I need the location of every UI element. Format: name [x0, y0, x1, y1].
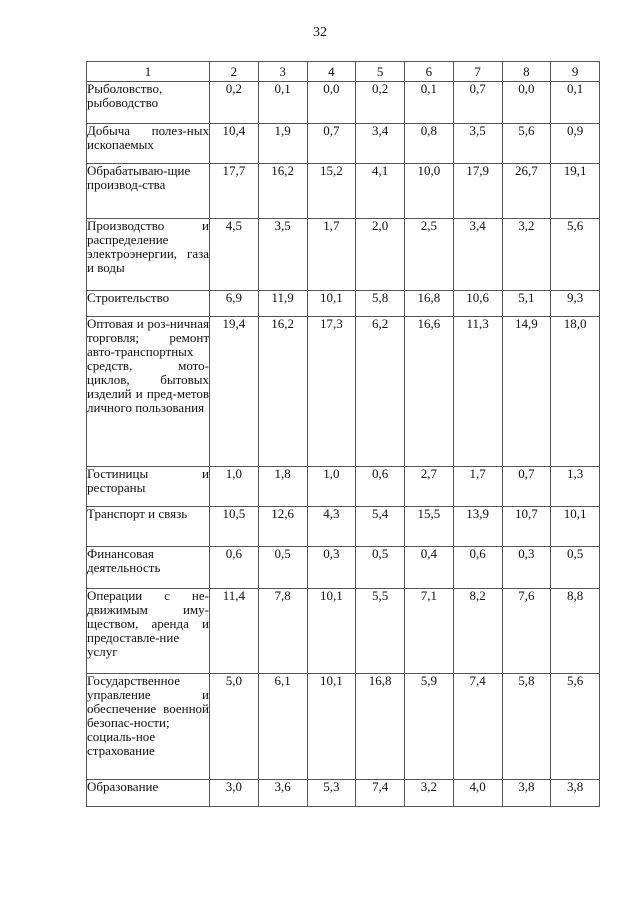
table-cell: 10,1	[307, 291, 356, 317]
table-cell: 0,2	[210, 82, 259, 124]
table-row	[87, 124, 600, 164]
table-cell: 12,6	[258, 507, 307, 547]
row-label: Строительство	[87, 291, 210, 317]
table-row	[87, 589, 600, 674]
table-cell: 10,5	[210, 507, 259, 547]
table-cell: 17,9	[453, 164, 502, 219]
column-header: 1	[87, 62, 210, 82]
table-cell: 15,2	[307, 164, 356, 219]
table-cell: 6,2	[356, 317, 405, 467]
table-cell: 0,4	[405, 547, 454, 589]
table-row	[87, 467, 600, 507]
row-label: Оптовая и роз-ничная торговля; ремонт авто-транспортных средств, мото-циклов, бытовых изделий и пред-метов личного пользования	[87, 317, 210, 467]
table-cell: 16,2	[258, 164, 307, 219]
table-cell: 10,1	[307, 589, 356, 674]
column-header: 8	[502, 62, 551, 82]
table-cell: 1,9	[258, 124, 307, 164]
table-cell: 5,8	[356, 291, 405, 317]
table-cell: 2,0	[356, 219, 405, 291]
table-cell: 8,8	[551, 589, 600, 674]
table-cell: 6,9	[210, 291, 259, 317]
table-cell: 9,3	[551, 291, 600, 317]
table-cell: 7,8	[258, 589, 307, 674]
table-row	[87, 317, 600, 467]
page-number: 32	[313, 25, 327, 40]
table-cell: 10,1	[551, 507, 600, 547]
table-cell: 7,4	[356, 780, 405, 807]
table-cell: 26,7	[502, 164, 551, 219]
column-header: 6	[405, 62, 454, 82]
row-label: Операции с не-движимым иму-ществом, аренда и предоставле-ние услуг	[87, 589, 210, 674]
table-cell: 16,6	[405, 317, 454, 467]
table-cell: 1,7	[307, 219, 356, 291]
table-cell: 16,2	[258, 317, 307, 467]
table-cell: 4,3	[307, 507, 356, 547]
table-cell: 8,2	[453, 589, 502, 674]
table-cell: 0,6	[453, 547, 502, 589]
table-cell: 1,7	[453, 467, 502, 507]
table-cell: 3,8	[502, 780, 551, 807]
table-cell: 10,7	[502, 507, 551, 547]
column-header: 7	[453, 62, 502, 82]
table-cell: 2,7	[405, 467, 454, 507]
table-cell: 0,5	[551, 547, 600, 589]
table-cell: 5,8	[502, 674, 551, 780]
table-cell: 3,4	[453, 219, 502, 291]
table-cell: 7,1	[405, 589, 454, 674]
row-label: Производство и распределение электроэнергии, газа и воды	[87, 219, 210, 291]
table-cell: 3,5	[453, 124, 502, 164]
table-row	[87, 780, 600, 807]
table-cell: 0,5	[258, 547, 307, 589]
column-header: 9	[551, 62, 600, 82]
row-label: Гостиницы и рестораны	[87, 467, 210, 507]
table-cell: 3,0	[210, 780, 259, 807]
header-row	[87, 62, 600, 82]
table-cell: 0,1	[258, 82, 307, 124]
table-cell: 16,8	[405, 291, 454, 317]
table-cell: 11,3	[453, 317, 502, 467]
table-cell: 1,8	[258, 467, 307, 507]
table-cell: 17,7	[210, 164, 259, 219]
table-row	[87, 507, 600, 547]
table-cell: 4,1	[356, 164, 405, 219]
table-cell: 16,8	[356, 674, 405, 780]
table-body	[87, 82, 600, 807]
row-label: Образование	[87, 780, 210, 807]
table-cell: 5,0	[210, 674, 259, 780]
table-cell: 5,5	[356, 589, 405, 674]
row-label: Финансовая деятельность	[87, 547, 210, 589]
table-cell: 10,6	[453, 291, 502, 317]
table-row	[87, 219, 600, 291]
table-cell: 6,1	[258, 674, 307, 780]
table-cell: 5,6	[551, 219, 600, 291]
table-cell: 0,7	[453, 82, 502, 124]
table-cell: 5,9	[405, 674, 454, 780]
table-cell: 17,3	[307, 317, 356, 467]
table-cell: 19,4	[210, 317, 259, 467]
table-cell: 0,3	[307, 547, 356, 589]
table-row	[87, 164, 600, 219]
table-cell: 1,0	[210, 467, 259, 507]
row-label: Рыболовство, рыбоводство	[87, 82, 210, 124]
table-cell: 11,9	[258, 291, 307, 317]
table-cell: 0,6	[356, 467, 405, 507]
row-label: Государственное управление и обеспечение военной безопас-ности; социаль-ное страхование	[87, 674, 210, 780]
table-cell: 0,9	[551, 124, 600, 164]
table-cell: 10,4	[210, 124, 259, 164]
table-cell: 0,7	[502, 467, 551, 507]
table-cell: 0,7	[307, 124, 356, 164]
table-cell: 3,2	[405, 780, 454, 807]
table-cell: 5,6	[502, 124, 551, 164]
table-row	[87, 291, 600, 317]
table-cell: 1,3	[551, 467, 600, 507]
table-cell: 5,1	[502, 291, 551, 317]
table-cell: 7,6	[502, 589, 551, 674]
table-cell: 15,5	[405, 507, 454, 547]
row-label: Добыча полез-ных ископаемых	[87, 124, 210, 164]
table-cell: 0,0	[502, 82, 551, 124]
table-cell: 0,3	[502, 547, 551, 589]
table-row	[87, 674, 600, 780]
table-cell: 3,4	[356, 124, 405, 164]
table-cell: 10,0	[405, 164, 454, 219]
table-cell: 3,8	[551, 780, 600, 807]
table-cell: 1,0	[307, 467, 356, 507]
row-label: Транспорт и связь	[87, 507, 210, 547]
table-cell: 10,1	[307, 674, 356, 780]
table-cell: 0,1	[405, 82, 454, 124]
column-header: 2	[210, 62, 259, 82]
table-cell: 3,2	[502, 219, 551, 291]
column-header: 4	[307, 62, 356, 82]
table-cell: 7,4	[453, 674, 502, 780]
table-cell: 0,0	[307, 82, 356, 124]
table-cell: 5,3	[307, 780, 356, 807]
table-cell: 0,2	[356, 82, 405, 124]
table-cell: 3,5	[258, 219, 307, 291]
column-header: 5	[356, 62, 405, 82]
table-cell: 13,9	[453, 507, 502, 547]
table-cell: 4,5	[210, 219, 259, 291]
table-cell: 2,5	[405, 219, 454, 291]
table-row	[87, 82, 600, 124]
table-cell: 0,5	[356, 547, 405, 589]
table-row	[87, 547, 600, 589]
table-cell: 4,0	[453, 780, 502, 807]
table-cell: 3,6	[258, 780, 307, 807]
table-cell: 14,9	[502, 317, 551, 467]
table-cell: 5,6	[551, 674, 600, 780]
table-cell: 0,1	[551, 82, 600, 124]
row-label: Обрабатываю-щие производ-ства	[87, 164, 210, 219]
table-cell: 18,0	[551, 317, 600, 467]
table-cell: 11,4	[210, 589, 259, 674]
statistics-table	[86, 61, 600, 807]
table-cell: 19,1	[551, 164, 600, 219]
table-cell: 0,8	[405, 124, 454, 164]
table-cell: 0,6	[210, 547, 259, 589]
table-cell: 5,4	[356, 507, 405, 547]
column-header: 3	[258, 62, 307, 82]
